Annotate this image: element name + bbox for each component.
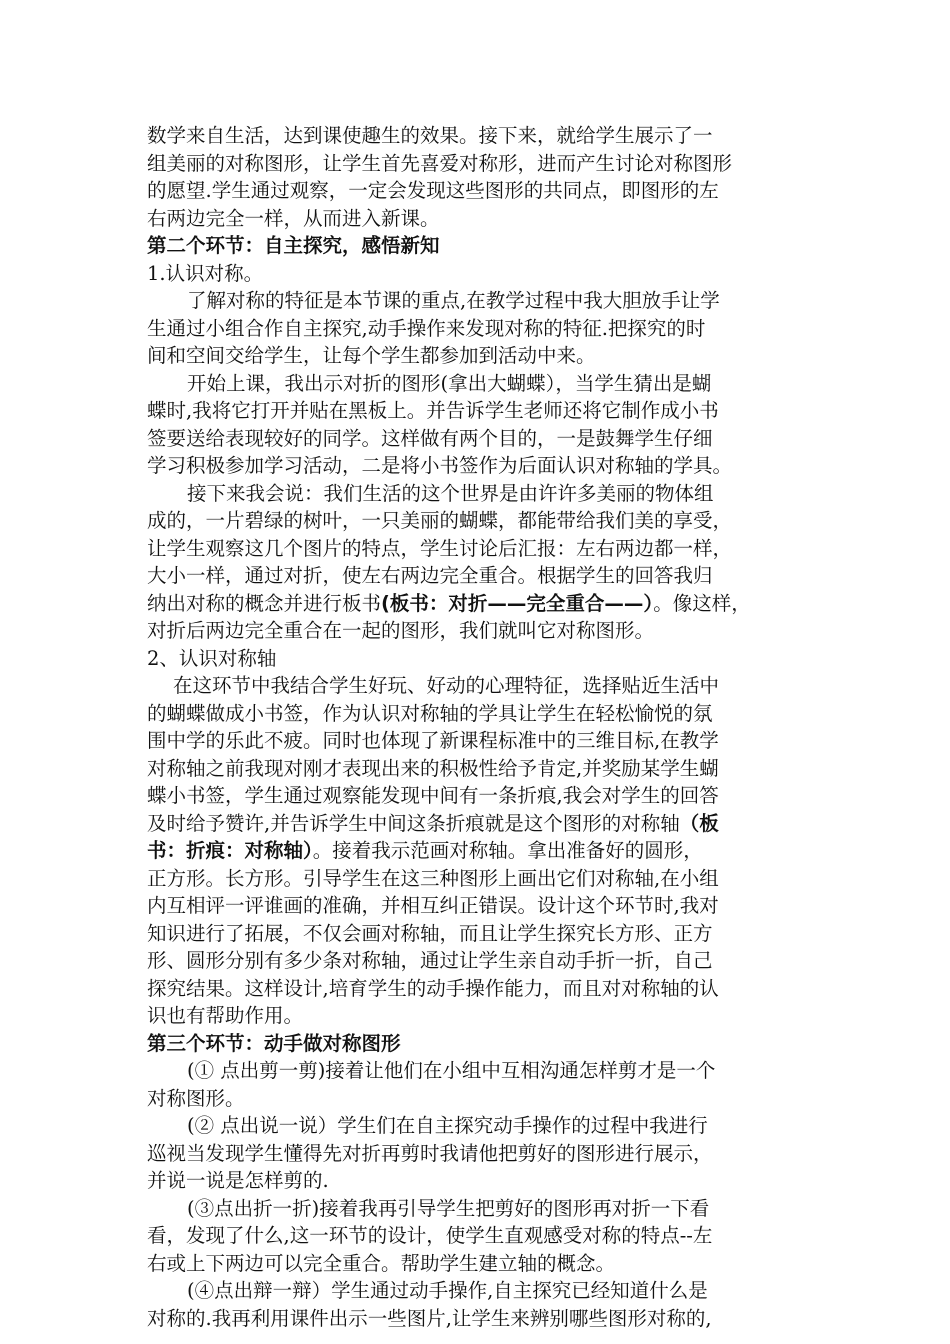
text-run: (③点出折一折)接着我再引导学生把剪好的图形再对折一下看	[187, 1196, 710, 1220]
text-line	[147, 1057, 819, 1085]
text-run: 蝶时,我将它打开并贴在黑板上。并告诉学生老师还将它制作成小书	[147, 399, 719, 422]
text-line	[147, 1002, 819, 1030]
text-run: 对称的.我再利用课件出示一些图片,让学生来辨别哪些图形对称的,	[147, 1306, 712, 1330]
text-run: (① 点出剪一剪)接着让他们在小组中互相沟通怎样剪才是一个	[187, 1059, 716, 1082]
text-line	[147, 892, 819, 920]
text-line	[147, 810, 819, 838]
text-run: 成的，一片碧绿的树叶，一只美丽的蝴蝶，都能带给我们美的享受，	[147, 509, 733, 532]
text-line	[147, 1305, 819, 1333]
text-line	[147, 645, 819, 673]
text-line	[147, 617, 819, 645]
text-run: 巡视当发现学生懂得先对折再剪时我请他把剪好的图形进行展示，	[147, 1141, 713, 1165]
text-run: 并说一说是怎样剪的.	[147, 1169, 329, 1192]
text-run: 的蝴蝶做成小书签，作为认识对称轴的学具让学生在轻松愉悦的氛	[147, 701, 713, 725]
text-run: 1.认识对称。	[147, 261, 264, 285]
text-run: 第二个环节：自主探究，感悟新知	[147, 234, 440, 257]
text-line	[147, 590, 819, 618]
text-run: 右或上下两边可以完全重合。帮助学生建立轴的概念。	[147, 1251, 616, 1275]
text-line	[147, 205, 819, 233]
text-line	[147, 1277, 819, 1305]
text-line	[147, 947, 819, 975]
text-line	[147, 865, 819, 893]
text-run: 识也有帮助作用。	[147, 1004, 304, 1027]
text-line	[147, 755, 819, 783]
text-line	[147, 727, 819, 755]
text-line	[147, 1250, 819, 1278]
text-run: 探究结果。这样设计,培育学生的动手操作能力，而且对对称轴的认	[147, 976, 719, 1000]
text-line	[147, 837, 819, 865]
text-run: 知识进行了拓展，不仅会画对称轴，而且让学生探究长方形、正方	[147, 921, 713, 945]
text-run: 生通过小组合作自主探究,动手操作来发现对称的特征.把探究的时	[147, 316, 706, 340]
text-run: 2、认识对称轴	[147, 646, 277, 670]
text-run: 第三个环节：动手做对称图形	[147, 1031, 401, 1055]
text-run: 的愿望.学生通过观察，一定会发现这些图形的共同点，即图形的左	[147, 179, 719, 202]
text-line	[147, 287, 819, 315]
text-run: 间和空间交给学生，让每个学生都参加到活动中来。	[147, 344, 596, 367]
text-run: 围中学的乐此不疲。同时也体现了新课程标准中的三维目标,在教学	[147, 729, 719, 752]
text-line	[147, 782, 819, 810]
text-run: 大小一样，通过对折，使左右两边完全重合。根据学生的回答我归	[147, 564, 713, 587]
bold-text: (板书：对折——完全重合——）	[381, 591, 654, 615]
section-heading	[147, 232, 819, 260]
text-run: 蝶小书签，学生通过观察能发现中间有一条折痕,我会对学生的回答	[147, 784, 719, 807]
text-run: 对折后两边完全重合在一起的图形，我们就叫它对称图形。	[147, 619, 655, 642]
text-run: 数学来自生活，达到课使趣生的效果。接下来，就给学生展示了一	[147, 124, 713, 147]
text-run: 在这环节中我结合学生好玩、好动的心理特征，选择贴近生活中	[173, 674, 720, 697]
text-run: 学习积极参加学习活动，二是将小书签作为后面认识对称轴的学具。	[147, 454, 733, 477]
text-run: 及时给予赞许,并告诉学生中间这条折痕就是这个图形的对称轴	[147, 811, 680, 835]
text-run: 内互相评一评谁画的准确，并相互纠正错误。设计这个环节时,我对	[147, 894, 719, 917]
text-line	[147, 920, 819, 948]
text-line	[147, 535, 819, 563]
text-line	[147, 1085, 819, 1113]
text-line	[147, 975, 819, 1003]
text-run: 组美丽的对称图形，让学生首先喜爱对称形，进而产生讨论对称图形	[147, 151, 733, 175]
text-line	[147, 315, 819, 343]
text-line	[147, 342, 819, 370]
text-line	[147, 260, 819, 288]
text-line	[147, 480, 819, 508]
text-line	[147, 1195, 819, 1223]
text-run: 对称轴之前我现对刚才表现出来的积极性给予肯定,并奖励某学生蝴	[147, 756, 719, 780]
text-line	[147, 425, 819, 453]
text-run: 开始上课，我出示对折的图形(拿出大蝴蝶），当学生猜出是蝴	[187, 371, 712, 395]
document-body	[147, 122, 819, 1332]
text-run: 接下来我会说：我们生活的这个世界是由许许多美丽的物体组	[187, 481, 714, 505]
text-run: 签要送给表现较好的同学。这样做有两个目的，一是鼓舞学生仔细	[147, 426, 713, 450]
text-line	[147, 370, 819, 398]
text-run: 形、圆形分别有多少条对称轴，通过让学生亲自动手折一折，自己	[147, 949, 713, 972]
text-line	[147, 562, 819, 590]
section-heading	[147, 1030, 819, 1058]
text-line	[147, 672, 819, 700]
text-run: 右两边完全一样，从而进入新课。	[147, 206, 440, 230]
text-run: 正方形。长方形。引导学生在这三种图形上画出它们对称轴,在小组	[147, 866, 719, 890]
text-line	[147, 700, 819, 728]
text-line	[147, 397, 819, 425]
bold-text: 书：折痕：对称轴）	[147, 839, 313, 862]
text-line	[147, 1140, 819, 1168]
text-run: (④点出辩一辩）学生通过动手操作,自主探究已经知道什么是	[187, 1279, 708, 1302]
text-line	[147, 177, 819, 205]
text-line	[147, 1167, 819, 1195]
text-line	[147, 150, 819, 178]
text-line	[147, 122, 819, 150]
text-line	[147, 1112, 819, 1140]
bold-text: （板	[679, 811, 719, 835]
text-run: 让学生观察这几个图片的特点，学生讨论后汇报：左右两边都一样，	[147, 536, 733, 560]
text-line	[147, 452, 819, 480]
text-run: (② 点出说一说）学生们在自主探究动手操作的过程中我进行	[187, 1114, 708, 1137]
text-line	[147, 1222, 819, 1250]
text-line	[147, 507, 819, 535]
text-run: 纳出对称的概念并进行板书	[147, 591, 382, 615]
text-run: 。接着我示范画对称轴。拿出准备好的圆形，	[312, 839, 703, 862]
text-run: 。像这样，	[653, 591, 751, 615]
text-run: 对称图形。	[147, 1086, 245, 1110]
text-run: 看，发现了什么,这一环节的设计，使学生直观感受对称的特点--左	[147, 1224, 713, 1247]
text-run: 了解对称的特征是本节课的重点,在教学过程中我大胆放手让学	[187, 289, 720, 312]
